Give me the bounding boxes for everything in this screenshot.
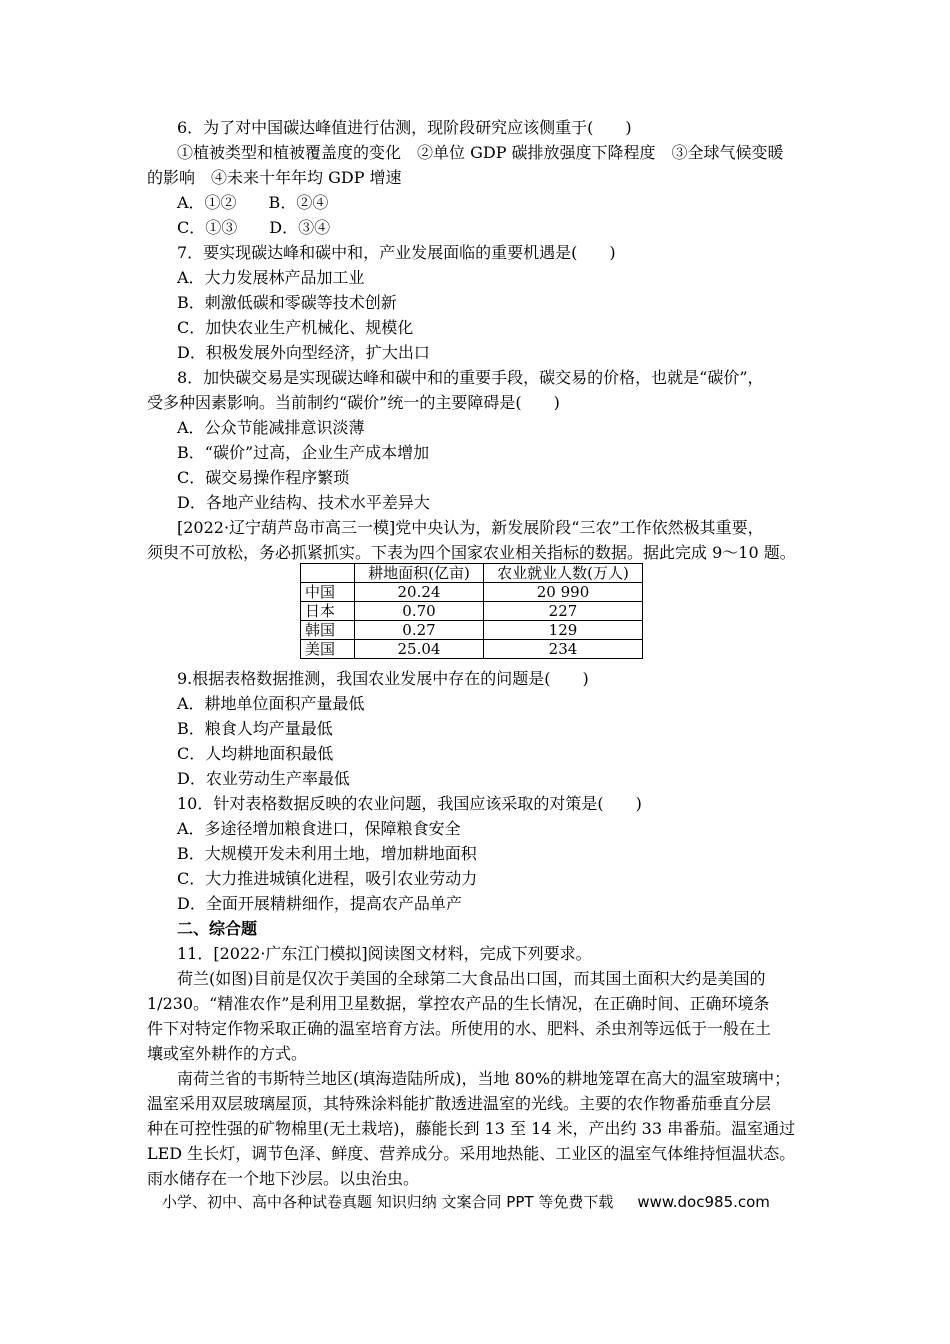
table-cell: 0.27 [355, 621, 484, 640]
footer [162, 1192, 770, 1212]
agriculture-data-table [300, 563, 643, 659]
q7-stem: 7．要实现碳达峰和碳中和，产业发展面临的重要机遇是( ) [177, 243, 616, 262]
q11-stem: 11．[2022·广东江门模拟]阅读图文材料，完成下列要求。 [177, 944, 592, 963]
table-cell: 20.24 [355, 583, 484, 602]
q9-stem: 9.根据表格数据推测，我国农业发展中存在的问题是( ) [177, 669, 589, 688]
table-cell: 0.70 [355, 602, 484, 621]
table-row [301, 621, 643, 640]
table-cell: 韩国 [301, 621, 355, 640]
table-header-cell [301, 564, 355, 583]
intro-q9-10-line2: 须臾不可放松，务必抓紧抓实。下表为四个国家农业相关指标的数据。据此完成 9～10 题。 [147, 543, 796, 562]
table-header-row [301, 564, 643, 583]
q11-paragraph2-line4: LED 生长灯，调节色泽、鲜度、营养成分。采用地热能、工业区的温室气体维持恒温状态。 [147, 1144, 796, 1163]
q11-paragraph2-line3: 种在可控性强的矿物棉里(无土栽培)，藤能长到 13 至 14 米，产出约 33 串番茄。温室通过 [147, 1119, 796, 1138]
table-row [301, 602, 643, 621]
intro-q9-10-line1: [2022·辽宁葫芦岛市高三一模]党中央认为，新发展阶段“三农”工作依然极其重要， [177, 518, 764, 537]
q8-option-a: A．公众节能减排意识淡薄 [177, 418, 365, 437]
footer-text: 小学、初中、高中各种试卷真题 知识归纳 文案合同 PPT 等免费下载 [162, 1193, 614, 1211]
q11-paragraph1-line4: 壤或室外耕作的方式。 [147, 1044, 308, 1063]
q10-option-a: A．多途径增加粮食进口，保障粮食安全 [177, 819, 461, 838]
q6-choice-cd: C．①③ D．③④ [177, 218, 331, 237]
q8-option-d: D．各地产业结构、技术水平差异大 [177, 493, 430, 512]
table-cell: 234 [484, 640, 643, 659]
q10-option-b: B．大规模开发未利用土地，增加耕地面积 [177, 844, 477, 863]
table-cell: 227 [484, 602, 643, 621]
table-row [301, 640, 643, 659]
q9-option-a: A．耕地单位面积产量最低 [177, 694, 365, 713]
q6-choice-ab: A．①② B．②④ [177, 193, 329, 212]
q10-option-d: D．全面开展精耕细作，提高农产品单产 [177, 894, 462, 913]
table-cell: 20 990 [484, 583, 643, 602]
q9-option-b: B．粮食人均产量最低 [177, 719, 333, 738]
q11-paragraph2-line2: 温室采用双层玻璃屋顶，其特殊涂料能扩散透进温室的光线。主要的农作物番茄垂直分层 [147, 1094, 772, 1113]
q8-option-c: C．碳交易操作程序繁琐 [177, 468, 350, 487]
table-cell: 日本 [301, 602, 355, 621]
table-header-cell: 农业就业人数(万人) [484, 564, 643, 583]
q6-options-line2: 的影响 ④未来十年年均 GDP 增速 [147, 168, 402, 187]
q8-option-b: B．“碳价”过高，企业生产成本增加 [177, 443, 430, 462]
q7-option-d: D．积极发展外向型经济，扩大出口 [177, 343, 430, 362]
q9-option-c: C．人均耕地面积最低 [177, 744, 334, 763]
q6-options-line1: ①植被类型和植被覆盖度的变化 ②单位 GDP 碳排放强度下降程度 ③全球气候变暖 [177, 143, 784, 162]
q7-option-a: A．大力发展林产品加工业 [177, 268, 365, 287]
table-header-cell: 耕地面积(亿亩) [355, 564, 484, 583]
table-cell: 美国 [301, 640, 355, 659]
q8-stem-line2: 受多种因素影响。当前制约“碳价”统一的主要障碍是( ) [147, 393, 560, 412]
q11-paragraph2-line5: 雨水储存在一个地下沙层。以虫治虫。 [147, 1169, 420, 1188]
table-cell: 129 [484, 621, 643, 640]
q7-option-c: C．加快农业生产机械化、规模化 [177, 318, 414, 337]
q9-option-d: D．农业劳动生产率最低 [177, 769, 350, 788]
q8-stem-line1: 8．加快碳交易是实现碳达峰和碳中和的重要手段，碳交易的价格，也就是“碳价”， [177, 368, 764, 387]
table-cell: 25.04 [355, 640, 484, 659]
q6-stem: 6．为了对中国碳达峰值进行估测，现阶段研究应该侧重于( ) [177, 118, 632, 137]
q10-option-c: C．大力推进城镇化进程，吸引农业劳动力 [177, 869, 478, 888]
q10-stem: 10．针对表格数据反映的农业问题，我国应该采取的对策是( ) [177, 794, 642, 813]
table-cell: 中国 [301, 583, 355, 602]
footer-url-link[interactable]: www.doc985.com [637, 1193, 770, 1211]
q11-paragraph2-line1: 南荷兰省的韦斯特兰地区(填海造陆所成)，当地 80%的耕地笼罩在高大的温室玻璃中； [177, 1069, 791, 1088]
table-row [301, 583, 643, 602]
q11-paragraph1-line2: 1/230。“精准农作”是利用卫星数据，掌控农产品的生长情况，在正确时间、正确环境条 [147, 994, 770, 1013]
q11-paragraph1-line3: 件下对特定作物采取正确的温室培育方法。所使用的水、肥料、杀虫剂等远低于一般在土 [147, 1019, 772, 1038]
q11-paragraph1-line1: 荷兰(如图)目前是仅次于美国的全球第二大食品出口国，而其国土面积大约是美国的 [177, 969, 766, 988]
q7-option-b: B．刺激低碳和零碳等技术创新 [177, 293, 397, 312]
section-heading: 二、综合题 [177, 919, 258, 938]
